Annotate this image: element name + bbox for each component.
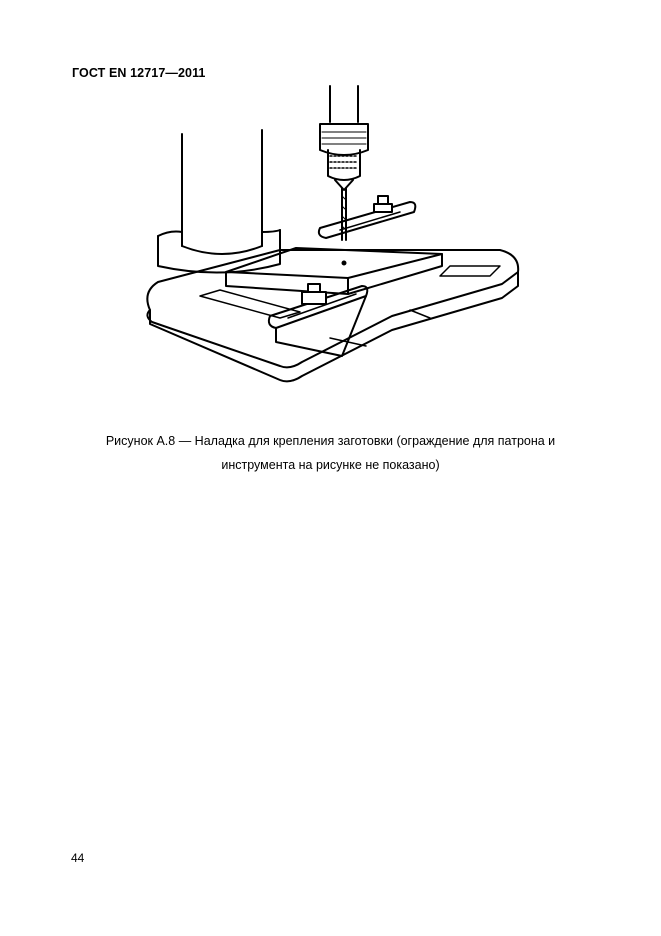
document-header: ГОСТ EN 12717—2011 <box>72 66 206 80</box>
page-number: 44 <box>71 851 85 865</box>
figure-caption-line-2: инструмента на рисунке не показано) <box>221 458 440 472</box>
figure-drill-press-workholding <box>130 80 530 400</box>
drill-press-illustration <box>130 80 530 400</box>
figure-caption-line-1: Рисунок А.8 — Наладка для крепления заготовки (ограждение для патрона и <box>105 434 556 448</box>
rear-clamp <box>319 196 415 238</box>
front-clamp <box>269 284 367 356</box>
drill-base <box>147 250 518 381</box>
drill-column <box>158 130 280 273</box>
